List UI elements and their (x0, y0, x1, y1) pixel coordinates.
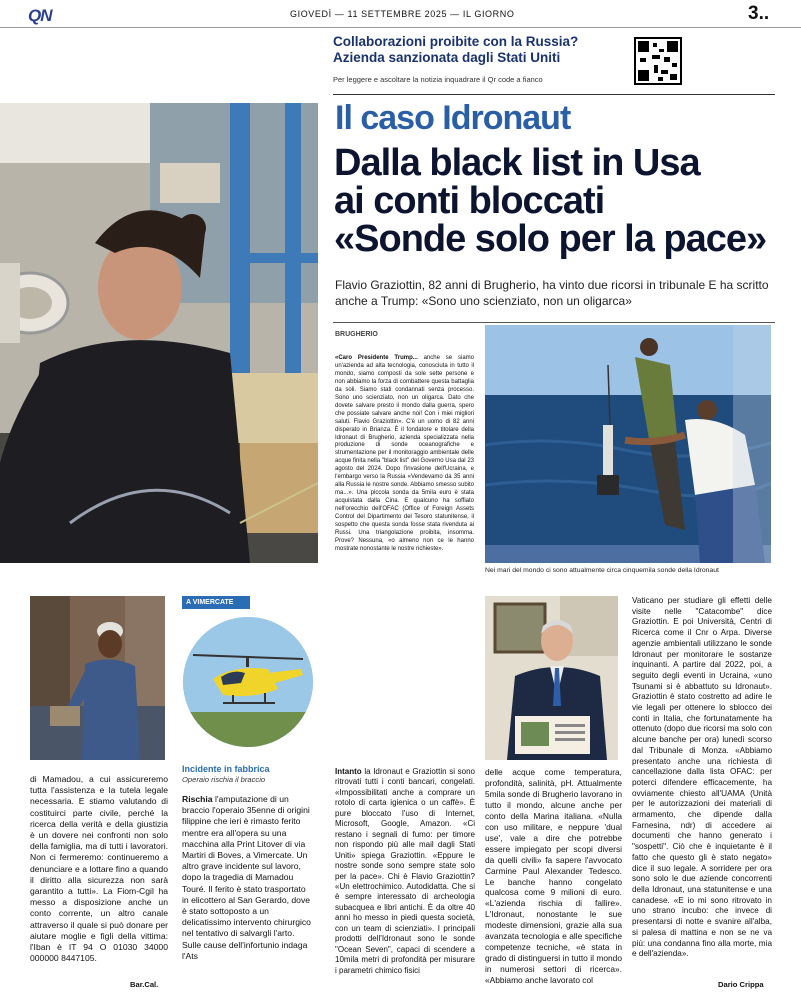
sea-probe-photo (485, 325, 771, 563)
newspaper-logo: QN (28, 6, 52, 25)
page-number: 3.. (748, 3, 770, 24)
article-subhead: Flavio Graziottin, 82 anni di Brugherio, ha vinto due ricorsi in tribunale E ha scritto anche a Trump: «Sono uno scienziato, non un oligarca» (335, 278, 769, 308)
promo-title-line2: Azienda sanzionata dagli Stati Uniti (333, 50, 561, 65)
sidebar-body: l'amputazione di un braccio l'operaio 35enne di origini filippine che ieri è rimasto ferito mentre era all'opera su una macchina alla Print Litover di via Martiri di Boves, a Vimercate. Un altro grave incidente sul lavoro, dopo la tragedia di Mamadou Touré. Il ferito è stato trasportato in elicottero al San Gerardo, dove è stato sottoposto a un delicatissimo intervento chirurgico nel tentativo di salvargli l'arto. Sulle cause dell'infortunio indaga l'Ats (182, 794, 311, 961)
article-signature: Dario Crippa (718, 980, 764, 989)
promo-subtitle: Per leggere e ascoltare la notizia inquadrare il Qr code a fianco (333, 75, 543, 84)
column-2-lead: Intanto (335, 767, 362, 776)
headline-line-1: Dalla black list in Usa (334, 142, 700, 184)
article-headline (334, 144, 784, 258)
article-column-4: Vaticano per studiare gli effetti delle visite nelle "Catacombe" dice Graziottin. E poi Università, Centri di Ricerca come il Cnr o Arpa. Diverse agenzie ambientali utilizzano le sonde Idronaut per monitorare le sostanze inquinanti. A partire dal 2022, poi, a seguito degli eventi in Ucraina, «uno Tsunami si è abbattuto su Idronaut». Graziottin è stato costretto ad adire le vie legali per ottenere lo sblocco dei conti in Italia, che fortunatamente ha ottenuto (dopo due ricorsi ma solo con alcune banche per ora) lunedì scorso dal Tribunale di Monza. «Abbiamo presentato anche una richiesta di cancellazione dalla lista OFAC: per poterci difendere efficacemente, ha ovviamente chiesto all'UAMA (Unità per le autorizzazioni dei materiali di armamento, che dipende dalla Farnesina, ndr) di accedere ai documenti che hanno generato i "sospetti". Ciò che è inquietante è il fatto che questo gli è stato negato» dice il suo legale. A sorridere per ora sono solo le due aziende concorrenti della Idronaut, una statunitense e una canadese. «E io mi sono ritrovato in uno strano incubo: che invece di presentarsi di notte e svanire all'alba, si palesa di mattina e non se ne va più: una condanna fino alla morte, mia e dell'azienda». (632, 596, 772, 959)
qr-code-icon[interactable] (634, 37, 682, 85)
promo-title (333, 34, 623, 66)
article-column-2 (335, 767, 475, 976)
column-2-text: la Idronaut e Graziottin si sono ritrovati tutti i conti bancari, congelati. «Impossibilitati anche a comprare un rotolo di carta igienica o un caffè». È pure bloccato l'uso di Internet, Microsoft, Google, Amazon. «Ci restano i segnali di fumo: per timore non rispondo più alle mail dagli Stati Uniti» spiega Graziottin. «Eppure le nostre sonde sono sempre state solo per la pace». Chi è Flavio Graziottin? «Un elettrochimico. Autodidatta. Che si è sempre interessato di archeologia subacquea e libri antichi. È da oltre 40 anni ho messo in piedi questa società, con un team di scienziati». I principali prodotti dell'Idronaut sono le sonde "Ocean Seven", capaci di scendere a 10mila metri di profondità per misurare i parametri chimico fisici (335, 767, 475, 975)
header-divider (0, 27, 801, 28)
main-photo-technician (0, 103, 318, 563)
helicopter-photo (183, 617, 313, 747)
left-story-text: di Mamadou, a cui assicureremo tutta l'assistenza e la tutela legale necessaria. E stiamo valutando di costituirci parte civile, perché la ricerca della verità e della giustizia è un dovere nei confronti non solo della famiglia, ma di tutti i lavoratori. Non ci fermeremo: continueremo a denunciare e a lottare fino a quando il diritto alla sicurezza non sarà garantito a tutti». La Fiom-Cgil ha messo a disposizione anche un conto corrente, un altro canale attraverso il quale si può donare per aiutare moglie e figli della vittima: l'Iban è IT 94 O 01030 34000 000000 8447105. (30, 774, 168, 964)
left-story-signature: Bar.Cal. (130, 980, 159, 989)
sidebar-text (182, 794, 314, 962)
article-column-3: delle acque come temperatura, profondità, salinità, pH. Attualmente 5mila sonde di Brugherio lavorano in tutto il mondo, alcune anche per conto della Marina italiana. «Nulla con uso militare, e neppure 'dual use', vale a dire che potrebbe essere impiegato per scopi diversi da quelli civili» fa sapere l'avvocato Carmine Paul Alexander Tedesco. Le banche hanno congelato qualcosa come 9 milioni di euro. «L'azienda rischia di fallire». L'Idronaut, nonostante le sue modeste dimensioni, grazie alla sua avanzata tecnologia e alle specifiche competenze tecniche, «è stata in grado di distinguersi in tutto il mondo in numerosi settori di ricerca». «Abbiamo anche lavorato col (485, 767, 622, 986)
promo-title-line1: Collaborazioni proibite con la Russia? (333, 34, 579, 49)
promo-divider (333, 94, 775, 95)
headline-line-2: ai conti bloccati (334, 180, 605, 222)
subhead-divider (333, 322, 775, 323)
column-1-lead: «Caro Presidente Trump... (335, 355, 418, 361)
date-line: GIOVEDÌ — 11 SETTEMBRE 2025 — IL GIORNO (290, 9, 515, 19)
location-badge: A VIMERCATE (182, 596, 250, 609)
worker-photo (30, 596, 165, 760)
column-1-text: anche se siamo un'azienda ad alta tecnologia, conosciuta in tutto il mondo, siamo composti da sole sette persone e non abbiamo la forza di combattere questa battaglia da soli. Siamo stati condannati senza processo. Sono uno scienziato, non un oligarca. Dato che dovete salvare presto il mondo dalla guerra, spero che possiate salvare anche noi! Con i miei migliori saluti. Flavio Graziottin». C'è un uomo di 82 anni disperato in Brianza. È il fondatore e titolare della Idronaut di Brugherio, azienda specializzata nella produzione di sonde oceanografiche e strumentazione per il monitoraggio ambientale delle acque finita nella "black list" del Governo Usa dal 23 agosto del 2024. Dopo l'invasione dell'Ucraina, e l'embargo verso la Russia «Vendevamo da 35 anni alla Russia le nostre sonde. Abbiamo smesso subito ma...». Una piccola sonda da 5mila euro è stata acquistata dalla Cina. E qualcuno ha soffiato nell'orecchio dell'OFAC (Office of Foreign Assets Control del Dipartimento del Tesoro statunitense, il sospetto che questa sonda fosse stata rivenduta ai Russi. Una triangolazione proibita, insomma. Prove? Nessuna, «o almeno non ce le hanno mostrate nonostante le nostre richieste». (335, 355, 474, 552)
sidebar-subtitle: Operaio rischia il braccio (182, 775, 266, 784)
sea-photo-caption: Nei mari del mondo ci sono attualmente circa cinquemila sonde della Idronaut (485, 567, 719, 574)
portrait-photo (485, 596, 618, 760)
section-label: BRUGHERIO (335, 331, 378, 338)
article-column-1 (335, 355, 474, 554)
article-kicker: Il caso Idronaut (335, 99, 571, 137)
sidebar-lead: Rischia (182, 794, 213, 804)
headline-line-3: «Sonde solo per la pace» (334, 218, 767, 260)
sidebar-title: Incidente in fabbrica (182, 764, 270, 774)
